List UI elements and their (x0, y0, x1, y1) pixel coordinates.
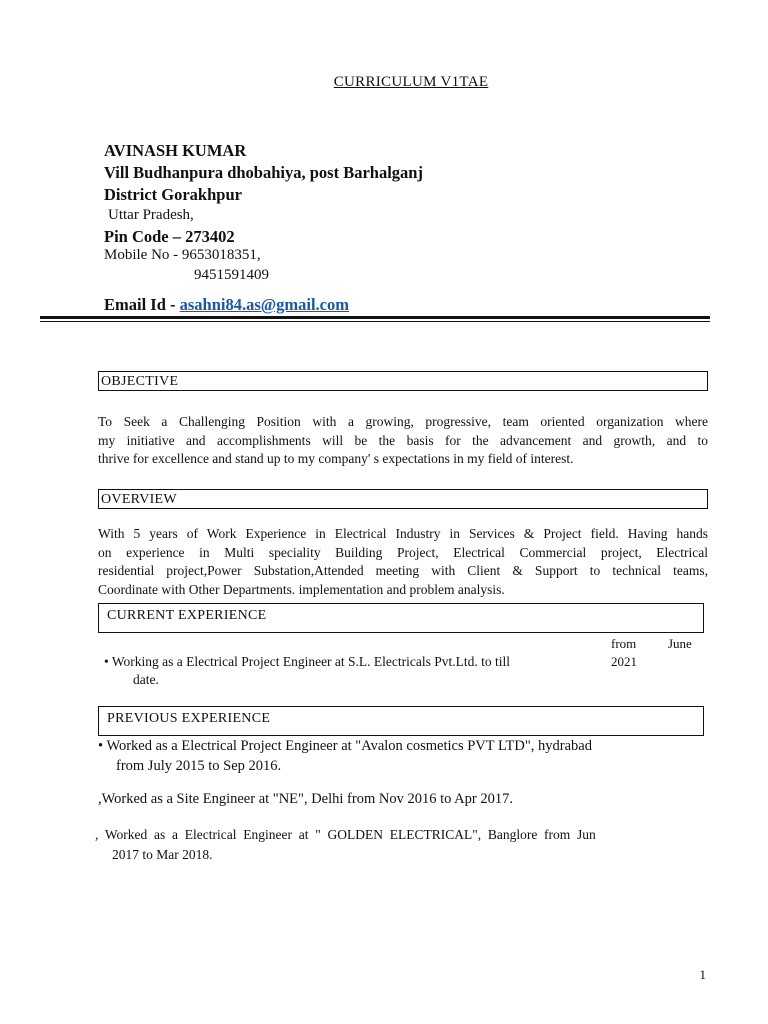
objective-line: my initiative and accomplishments will be the basis for the advancement and growth, and to (98, 432, 708, 448)
mobile-number-2: 9451591409 (194, 267, 269, 283)
overview-heading: OVERVIEW (98, 489, 708, 509)
overview-line: on experience in Multi speciality Building Project, Electrical Commercial project, Electrical (98, 544, 708, 560)
overview-line: residential project,Power Substation,Attended meeting with Client & Support to technical teams, (98, 563, 708, 578)
pin-code: Pin Code – 273402 (104, 227, 235, 246)
current-from-word: from (611, 636, 637, 651)
objective-heading: OBJECTIVE (98, 371, 708, 391)
address-line-1: Vill Budhanpura dhobahiya, post Barhalganj (104, 163, 423, 182)
previous-item-1-line2: from July 2015 to Sep 2016. (116, 758, 282, 774)
email-label: Email Id - (104, 295, 180, 314)
previous-item-1-line1: • Worked as a Electrical Project Engineer at "Avalon cosmetics PVT LTD", hydrabad (98, 738, 592, 754)
email-link[interactable]: asahni84.as@gmail.com (179, 295, 349, 314)
previous-item-3-line2: 2017 to Mar 2018. (112, 847, 213, 862)
current-experience-heading: CURRENT EXPERIENCE (98, 603, 704, 633)
address-line-2: District Gorakhpur (104, 185, 242, 204)
email-row (104, 295, 349, 315)
current-from-year: 2021 (611, 654, 637, 669)
current-role-line2: date. (133, 672, 159, 687)
mobile-number: Mobile No - 9653018351, (104, 247, 261, 263)
state-line: Uttar Pradesh, (108, 207, 194, 223)
overview-line: Coordinate with Other Departments. implementation and problem analysis. (98, 581, 505, 597)
page-number: 1 (699, 967, 706, 982)
current-role-line1: • Working as a Electrical Project Engineer at S.L. Electricals Pvt.Ltd. to till (104, 654, 511, 669)
previous-item-2: ,Worked as a Site Engineer at "NE", Delhi from Nov 2016 to Apr 2017. (98, 791, 513, 807)
header-divider-thin (40, 321, 710, 322)
objective-text (98, 413, 708, 469)
document-title: CURRICULUM V1TAE (333, 74, 489, 90)
previous-experience-heading: PREVIOUS EXPERIENCE (98, 706, 704, 736)
candidate-name: AVINASH KUMAR (104, 141, 247, 160)
header-divider-thick (40, 316, 710, 319)
objective-line: thrive for excellence and stand up to my company' s expectations in my field of interest. (98, 451, 574, 466)
previous-item-3-line1: , Worked as a Electrical Engineer at " GOLDEN ELECTRICAL", Banglore from Jun (95, 827, 596, 842)
overview-line: With 5 years of Work Experience in Electrical Industry in Services & Project field. Having hands (98, 526, 708, 541)
objective-line: To Seek a Challenging Position with a growing, progressive, team oriented organization where (98, 414, 708, 429)
current-from-month: June (668, 636, 692, 651)
overview-text (98, 525, 708, 599)
